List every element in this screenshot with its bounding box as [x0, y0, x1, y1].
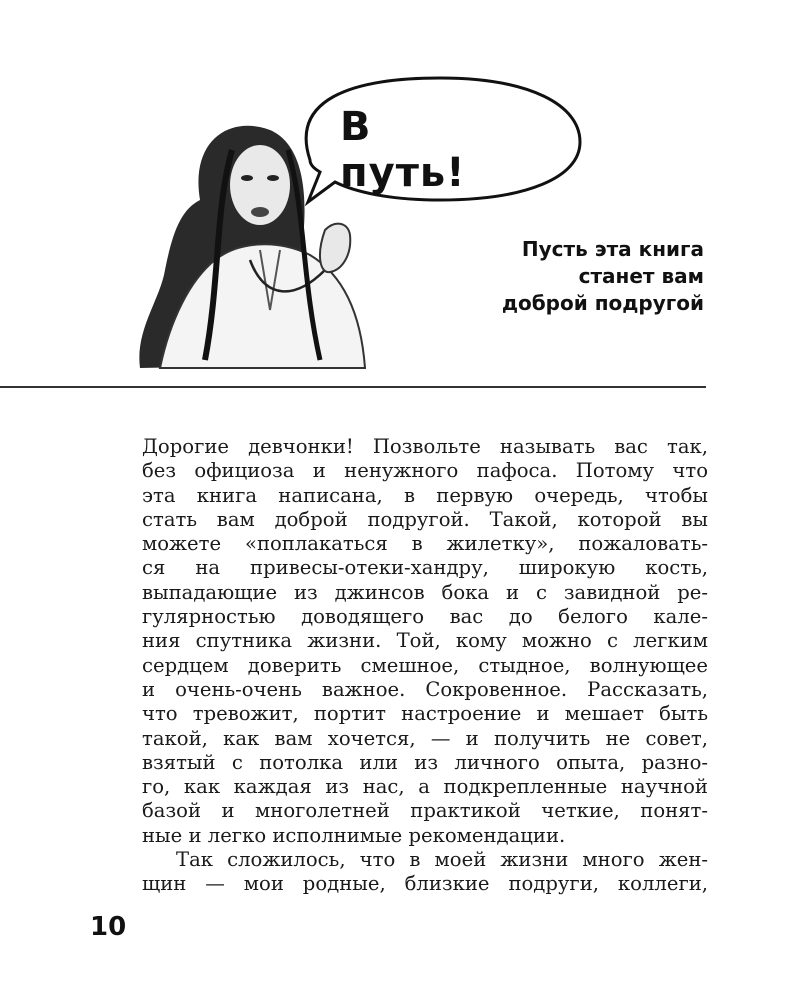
lips — [251, 207, 269, 217]
caption-line: доброй подругой — [501, 291, 704, 315]
hand — [320, 224, 350, 272]
horizontal-rule — [0, 386, 706, 388]
text-line: ся на привесы-отеки-хандру, широкую кость, — [142, 556, 708, 580]
body-text — [142, 435, 708, 897]
text-line: Дорогие девчонки! Позвольте называть вас так, — [142, 435, 708, 458]
text-line: го, как каждая из нас, а подкрепленные научной — [142, 775, 708, 799]
illustration-caption — [404, 236, 704, 317]
text-line: ные и легко исполнимые рекомендации. — [142, 823, 566, 847]
text-line: ния спутника жизни. Той, кому можно с легким — [142, 629, 708, 653]
text-line: что тревожит, портит настроение и мешает быть — [142, 702, 708, 726]
text-line: Так сложилось, что в моей жизни много жен- — [176, 848, 708, 872]
text-line: можете «поплакаться в жилетку», пожаловать- — [142, 532, 708, 556]
text-line: стать вам доброй подругой. Такой, которой вы — [142, 507, 708, 531]
text-line: гулярностью доводящего вас до белого кале- — [142, 605, 708, 629]
text-line: такой, как вам хочется, — и получить не совет, — [142, 726, 708, 750]
text-line: базой и многолетней практикой четкие, понят- — [142, 799, 708, 823]
caption-line: Пусть эта книга — [521, 237, 704, 261]
text-line: сердцем доверить смешное, стыдное, волнующее — [142, 653, 708, 677]
text-line: щин — мои родные, близкие подруги, коллеги, — [142, 872, 708, 896]
text-line: и очень-очень важное. Сокровенное. Рассказать, — [142, 677, 708, 701]
text-line: выпадающие из джинсов бока и с завидной ре- — [142, 580, 708, 604]
text-line: без официоза и ненужного пафоса. Потому что — [142, 459, 708, 483]
text-line: эта книга написана, в первую очередь, чтобы — [142, 483, 708, 507]
page-number: 10 — [90, 912, 127, 942]
speech-bubble-text: В путь! — [340, 104, 466, 196]
caption-line: станет вам — [578, 264, 704, 288]
text-line: взятый с потолка или из личного опыта, разно- — [142, 750, 708, 774]
